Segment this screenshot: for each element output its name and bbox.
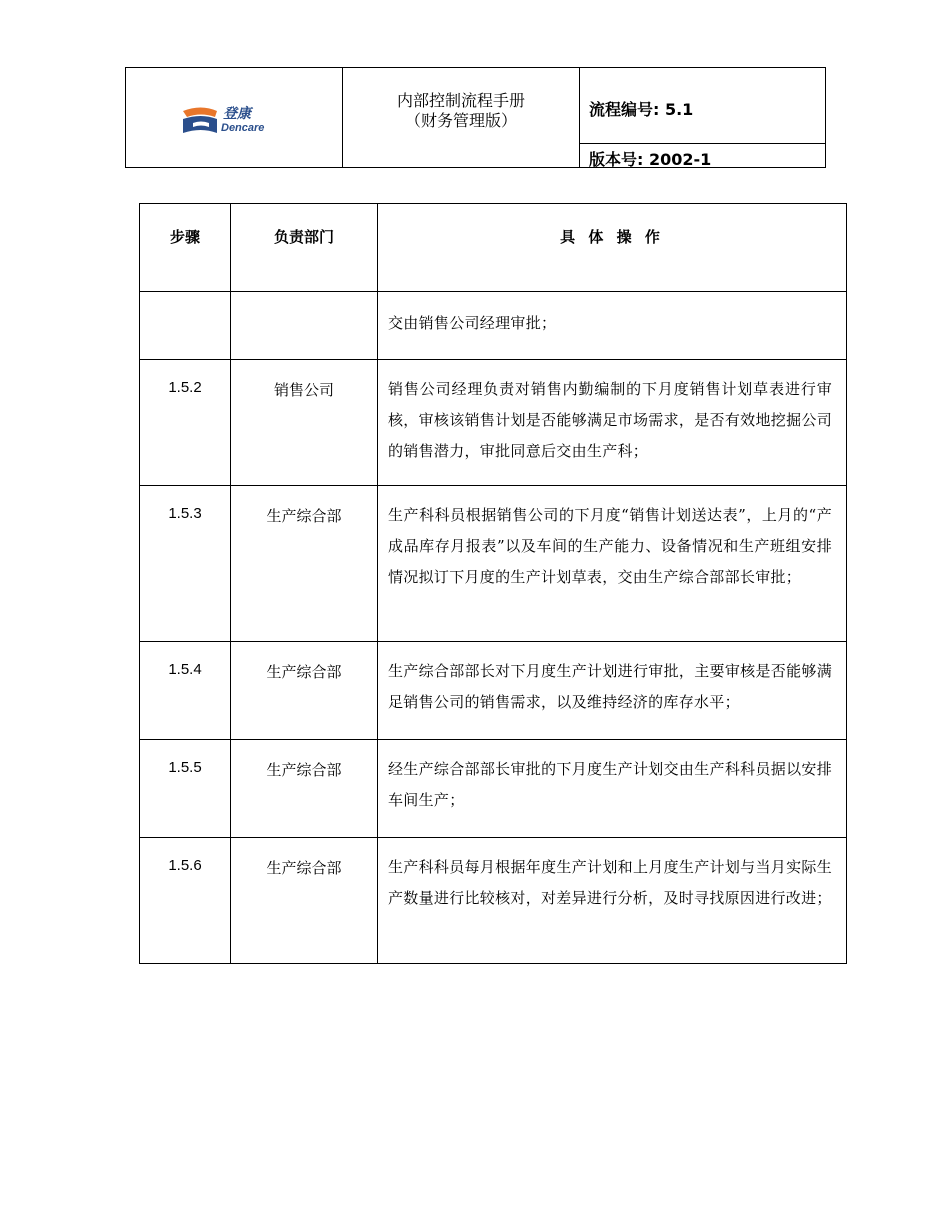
dept-cell: 生产综合部 [231,642,378,740]
table-row [140,642,847,740]
column-header-dept: 负责部门 [231,204,378,292]
manual-title: 内部控制流程手册 [396,91,525,110]
step-cell: 1.5.5 [140,740,231,838]
table-row [140,292,847,360]
dept-cell: 生产综合部 [231,838,378,964]
table-row [140,360,847,486]
table-header-row [140,204,847,292]
header-divider [579,68,580,167]
document-header [125,67,826,168]
table-row [140,486,847,642]
operation-cell: 生产综合部部长对下月度生产计划进行审批，主要审核是否能够满足销售公司的销售需求，以及维持经济的库存水平； [378,642,847,740]
operation-cell: 生产科科员根据销售公司的下月度“销售计划送达表”，上月的“产成品库存月报表”以及车间的生产能力、设备情况和生产班组安排情况拟订下月度的生产计划草表，交由生产综合部部长审批； [378,486,847,642]
logo-mark-icon [181,105,221,139]
company-logo [181,105,281,139]
dept-cell [231,292,378,360]
dept-cell: 生产综合部 [231,486,378,642]
dept-cell: 销售公司 [231,360,378,486]
step-cell: 1.5.2 [140,360,231,486]
logo-text-cn: 登康 [223,106,251,122]
logo-text-en: Dencare [221,122,265,134]
manual-subtitle: （财务管理版） [404,111,517,130]
step-cell [140,292,231,360]
column-header-step: 步骤 [140,204,231,292]
step-cell: 1.5.6 [140,838,231,964]
table-row [140,740,847,838]
operation-cell: 生产科科员每月根据年度生产计划和上月度生产计划与当月实际生产数量进行比较核对，对差异进行分析，及时寻找原因进行改进； [378,838,847,964]
procedure-table [139,203,847,964]
operation-cell: 经生产综合部部长审批的下月度生产计划交由生产科科员据以安排车间生产； [378,740,847,838]
step-cell: 1.5.4 [140,642,231,740]
operation-cell: 交由销售公司经理审批； [378,292,847,360]
header-divider [579,143,825,144]
operation-cell: 销售公司经理负责对销售内勤编制的下月度销售计划草表进行审核，审核该销售计划是否能够满足市场需求，是否有效地挖掘公司的销售潜力，审批同意后交由生产科； [378,360,847,486]
step-cell: 1.5.3 [140,486,231,642]
process-number: 流程编号: 5.1 [589,100,694,119]
version-number: 版本号: 2002-1 [589,150,712,169]
column-header-operation: 具 体 操 作 [378,204,847,292]
dept-cell: 生产综合部 [231,740,378,838]
table-row [140,838,847,964]
